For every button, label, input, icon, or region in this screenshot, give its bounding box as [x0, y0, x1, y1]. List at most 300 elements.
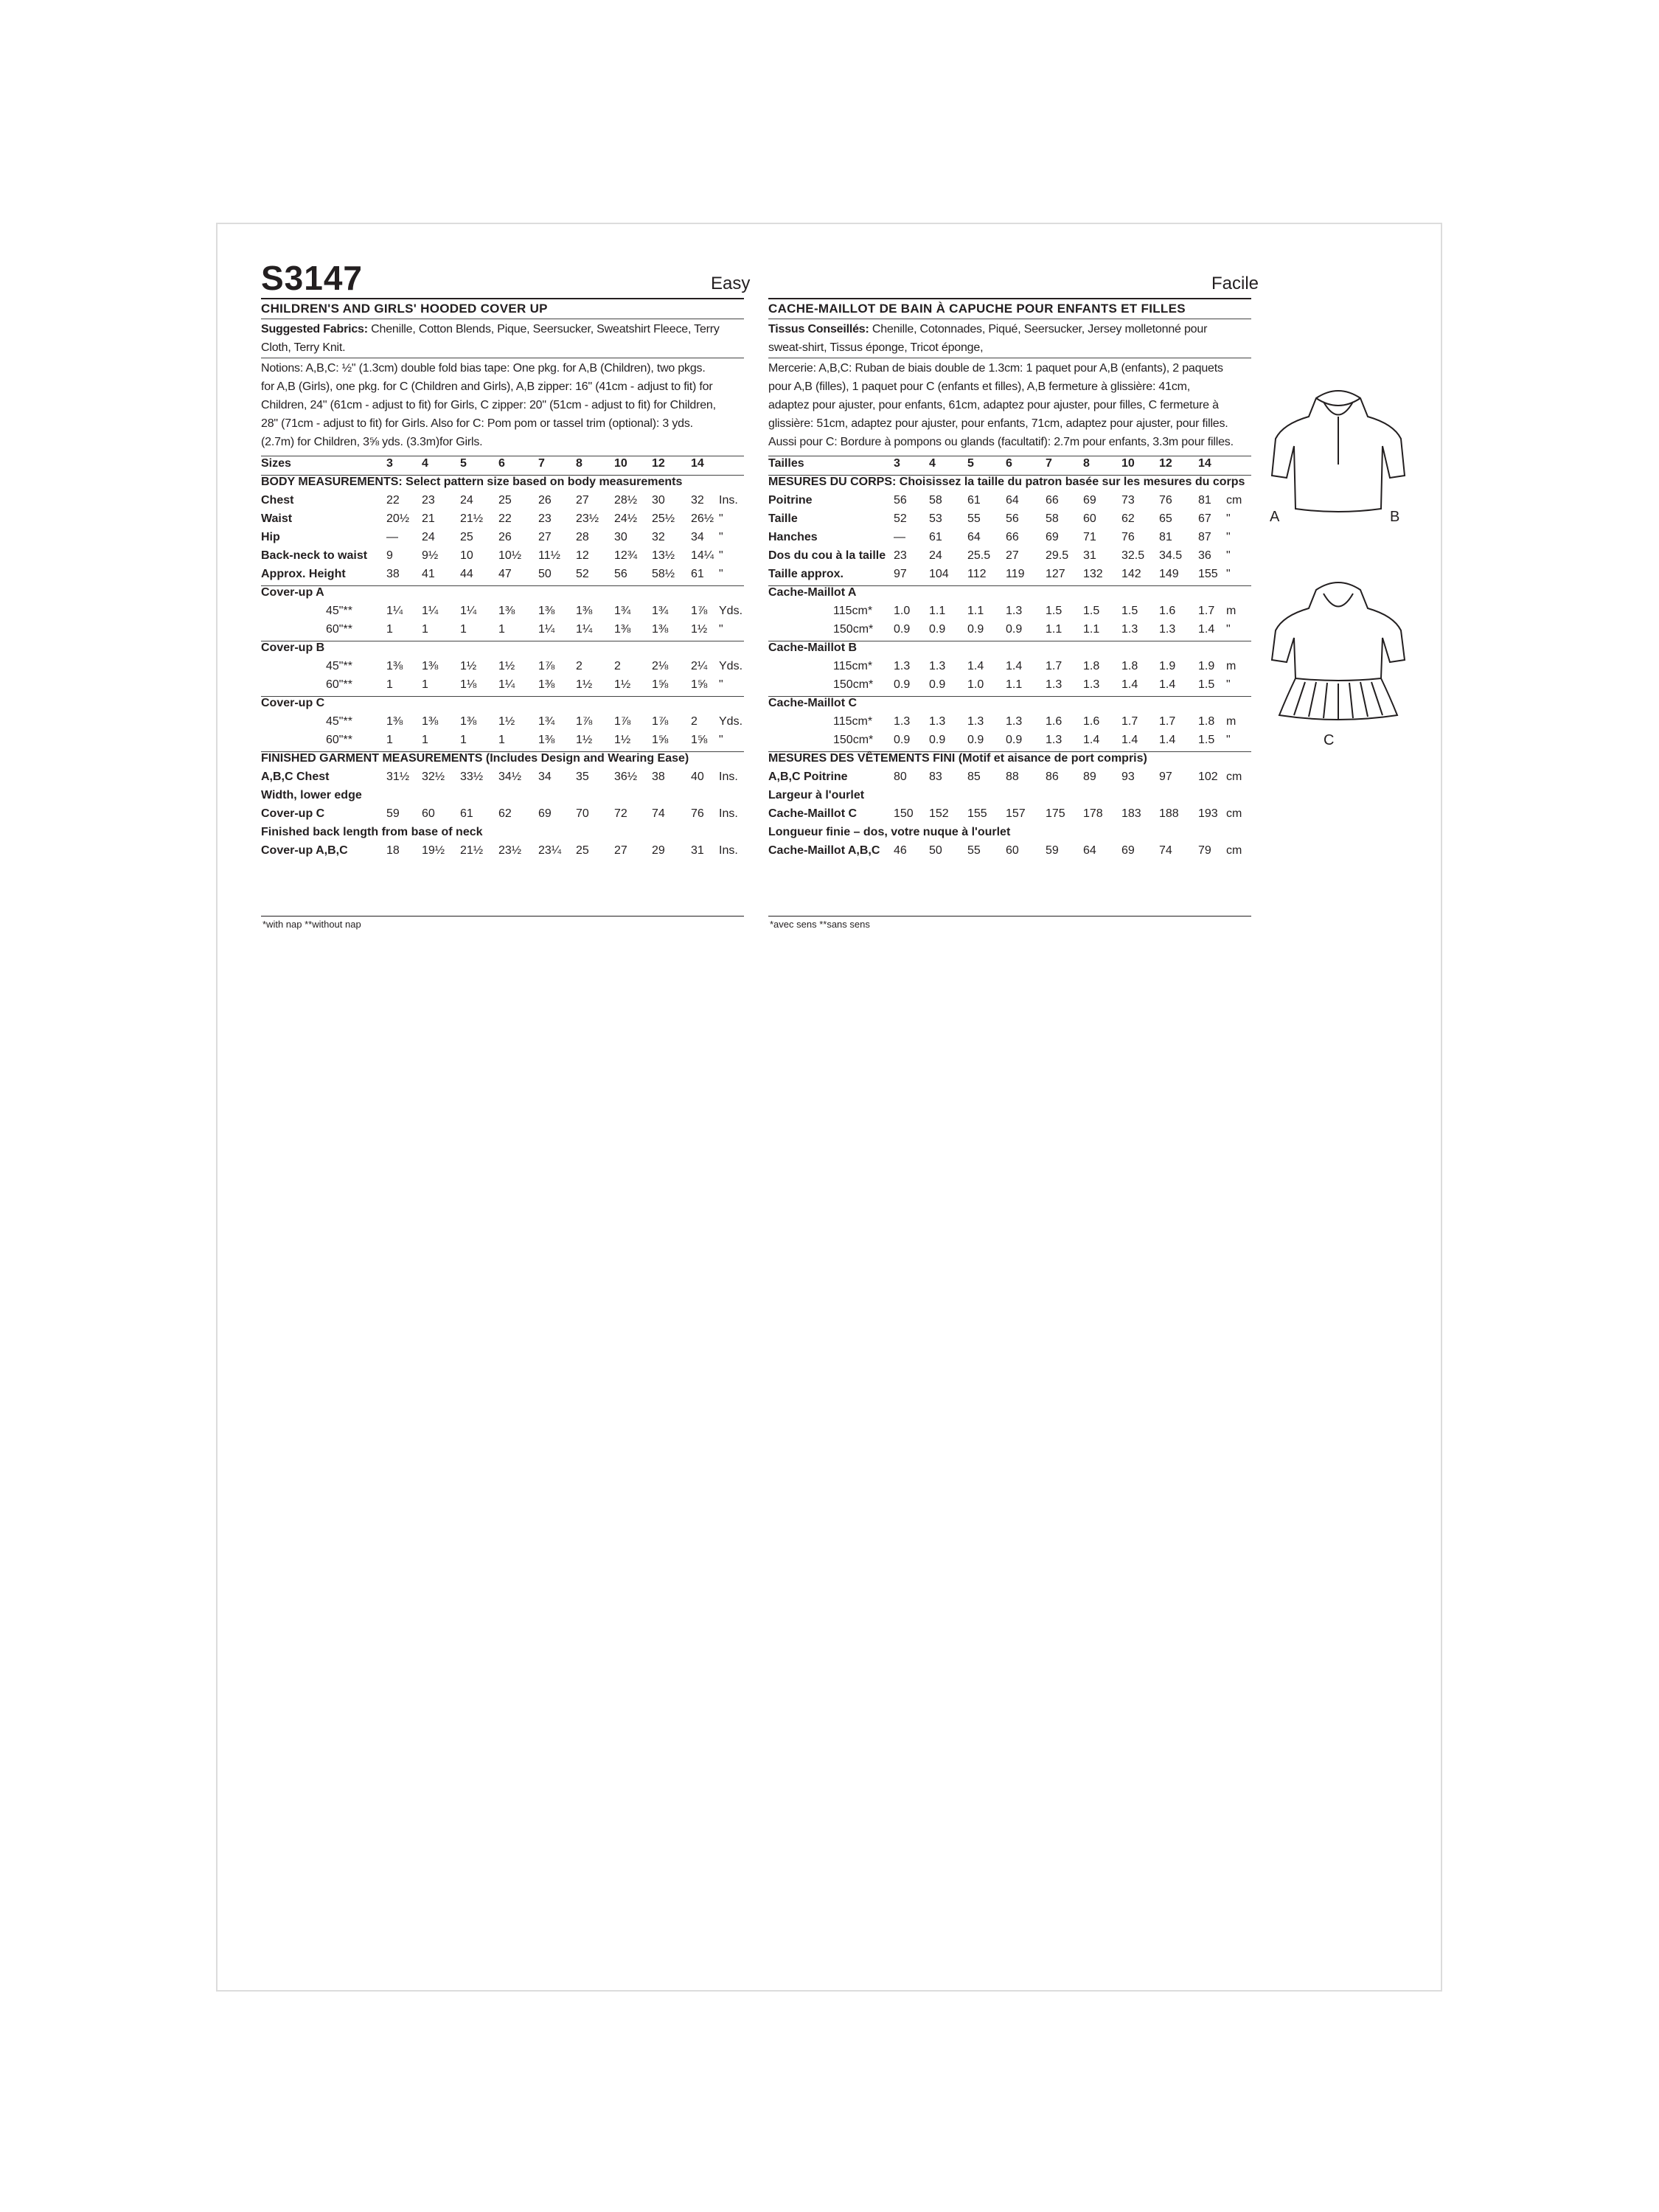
table-cell: 83	[929, 771, 942, 783]
table-cell: 0.9	[894, 678, 911, 691]
row-label: Back-neck to waist	[261, 549, 368, 562]
notions-line: for A,B (Girls), one pkg. for C (Children and Girls), A,B zipper: 16" (41cm - adjust to fit) for	[261, 380, 713, 393]
table-cell: 61	[967, 494, 981, 507]
size-header: 12	[1159, 457, 1172, 470]
table-cell: 1.1	[967, 605, 984, 617]
divider	[261, 916, 744, 917]
table-cell: 1¼	[538, 623, 555, 636]
table-cell: 1⅝	[691, 678, 708, 691]
table-cell: 1⅜	[498, 605, 515, 617]
table-cell: 19½	[422, 844, 445, 857]
table-cell: 0.9	[1006, 734, 1023, 746]
fabrics-label: Tissus Conseillés:	[768, 323, 869, 335]
row-label: A,B,C Poitrine	[768, 771, 848, 783]
table-row	[261, 771, 744, 789]
difficulty-rating-en: Easy	[711, 274, 751, 293]
row-label: Cover-up C	[261, 807, 325, 820]
unit-label: Yds.	[719, 605, 743, 617]
table-cell: 61	[460, 807, 473, 820]
table-cell: 183	[1121, 807, 1141, 820]
unit-label: "	[719, 568, 723, 580]
table-cell: 1½	[498, 660, 515, 672]
table-cell: 76	[1159, 494, 1172, 507]
table-cell: 1.6	[1083, 715, 1100, 728]
divider	[768, 298, 1251, 299]
row-label: Longueur finie – dos, votre nuque à l'ourlet	[768, 826, 1011, 838]
unit-label: cm	[1226, 494, 1242, 507]
table-cell: 29.5	[1046, 549, 1069, 562]
table-cell: 1⅛	[460, 678, 477, 691]
table-cell: 66	[1046, 494, 1059, 507]
table-cell: 52	[894, 512, 907, 525]
table-cell: 1.4	[1198, 623, 1215, 636]
size-header: 4	[422, 457, 428, 470]
garment-a-b-illustration	[1265, 383, 1412, 516]
table-cell: 1½	[576, 734, 593, 746]
unit-label: Yds.	[719, 660, 743, 672]
table-cell: 41	[422, 568, 435, 580]
table-cell: 1⅞	[576, 715, 593, 728]
table-row	[261, 678, 744, 697]
unit-label: Ins.	[719, 494, 738, 507]
table-cell: 1.7	[1198, 605, 1215, 617]
unit-label: cm	[1226, 807, 1242, 820]
fabrics-fr	[768, 320, 1255, 357]
table-cell: 1¾	[652, 605, 669, 617]
table-cell: 1.3	[1006, 605, 1023, 617]
table-cell: 64	[1006, 494, 1019, 507]
row-label: Poitrine	[768, 494, 813, 507]
fabric-width: 115cm*	[833, 605, 873, 617]
table-cell: 44	[460, 568, 473, 580]
unit-label: cm	[1226, 771, 1242, 783]
table-cell: 25	[498, 494, 512, 507]
table-cell: 58	[929, 494, 942, 507]
table-cell: 24	[422, 531, 435, 543]
table-row	[768, 734, 1251, 752]
table-cell: 25	[460, 531, 473, 543]
table-cell: 142	[1121, 568, 1141, 580]
table-row	[261, 568, 744, 586]
table-cell: 2¼	[691, 660, 708, 672]
table-cell: 1.3	[967, 715, 984, 728]
table-cell: 34½	[498, 771, 522, 783]
size-header: 8	[576, 457, 582, 470]
unit-label: cm	[1226, 844, 1242, 857]
table-cell: 1	[422, 734, 428, 746]
table-row	[768, 844, 1251, 863]
divider	[261, 298, 744, 299]
size-header: 14	[1198, 457, 1211, 470]
view-label-b: B	[1390, 509, 1400, 525]
size-header: 6	[1006, 457, 1012, 470]
unit-label: "	[1226, 531, 1231, 543]
table-cell: 56	[894, 494, 907, 507]
fabric-width: 150cm*	[833, 734, 874, 746]
fabric-width: 60"**	[326, 678, 352, 691]
table-cell: 18	[386, 844, 400, 857]
table-cell: 1⅝	[652, 678, 669, 691]
yardage-view-label: Cover-up B	[261, 641, 325, 654]
yardage-view-label: Cover-up A	[261, 586, 324, 599]
table-cell: 55	[967, 844, 981, 857]
table-cell: 1⅜	[386, 660, 403, 672]
table-cell: 59	[1046, 844, 1059, 857]
table-cell: 1.0	[894, 605, 911, 617]
table-cell: 89	[1083, 771, 1096, 783]
body-measurements-heading: MESURES DU CORPS: Choisissez la taille du patron basée sur les mesures du corps	[768, 476, 1245, 488]
table-cell: 66	[1006, 531, 1019, 543]
table-cell: 22	[498, 512, 512, 525]
table-cell: 52	[576, 568, 589, 580]
size-header: 10	[614, 457, 627, 470]
unit-label: Yds.	[719, 715, 743, 728]
fabric-width: 60"**	[326, 734, 352, 746]
row-label: Cache-Maillot A,B,C	[768, 844, 880, 857]
table-cell: 28	[576, 531, 589, 543]
table-cell: 2	[576, 660, 582, 672]
table-cell: 1⅜	[422, 660, 439, 672]
table-cell: 1.6	[1046, 715, 1062, 728]
table-cell: 88	[1006, 771, 1019, 783]
table-cell: 1.5	[1083, 605, 1100, 617]
table-cell: 62	[498, 807, 512, 820]
finished-measurements-heading: MESURES DES VÊTEMENTS FINI (Motif et aisance de port compris)	[768, 752, 1147, 765]
table-cell: 1.8	[1121, 660, 1138, 672]
table-cell: 58½	[652, 568, 675, 580]
table-cell: 26	[498, 531, 512, 543]
table-cell: 1¾	[614, 605, 631, 617]
sizes-row	[261, 457, 744, 476]
table-cell: 155	[1198, 568, 1218, 580]
table-cell: 64	[967, 531, 981, 543]
table-cell: —	[894, 531, 905, 543]
table-cell: 1⅝	[652, 734, 669, 746]
table-cell: 30	[652, 494, 665, 507]
table-cell: —	[386, 531, 398, 543]
table-cell: 23	[422, 494, 435, 507]
table-cell: 72	[614, 807, 627, 820]
size-header: 3	[386, 457, 393, 470]
body-measurements-heading: BODY MEASUREMENTS: Select pattern size based on body measurements	[261, 476, 683, 488]
table-cell: 32.5	[1121, 549, 1145, 562]
table-cell: 1⅜	[576, 605, 593, 617]
table-cell: 1.3	[1121, 623, 1138, 636]
table-cell: 50	[538, 568, 552, 580]
table-cell: 40	[691, 771, 704, 783]
table-cell: 38	[386, 568, 400, 580]
table-cell: 10	[460, 549, 473, 562]
unit-label: m	[1226, 715, 1237, 728]
fabric-width: 150cm*	[833, 623, 874, 636]
table-cell: 0.9	[929, 678, 946, 691]
table-row	[768, 789, 1251, 807]
fabric-width: 45"**	[326, 605, 352, 617]
divider	[261, 585, 744, 586]
table-cell: 2	[691, 715, 698, 728]
table-row	[261, 789, 744, 807]
table-cell: 175	[1046, 807, 1065, 820]
table-cell: 60	[1006, 844, 1019, 857]
table-cell: 69	[1046, 531, 1059, 543]
table-cell: 74	[1159, 844, 1172, 857]
size-header: 8	[1083, 457, 1090, 470]
row-label: Width, lower edge	[261, 789, 362, 801]
table-cell: 127	[1046, 568, 1065, 580]
size-header: 14	[691, 457, 704, 470]
table-cell: 31½	[386, 771, 410, 783]
table-cell: 32	[652, 531, 665, 543]
notions-line: Notions: A,B,C: ½" (1.3cm) double fold bias tape: One pkg. for A,B (Children), two pkgs.	[261, 362, 706, 375]
table-cell: 11½	[538, 549, 560, 562]
table-cell: 1⅜	[386, 715, 403, 728]
table-row	[261, 605, 744, 623]
unit-label: "	[1226, 678, 1231, 691]
table-row	[768, 807, 1251, 826]
table-cell: 26½	[691, 512, 714, 525]
unit-label: Ins.	[719, 771, 738, 783]
table-cell: 22	[386, 494, 400, 507]
table-cell: 1.8	[1198, 715, 1215, 728]
table-cell: 0.9	[894, 623, 911, 636]
table-cell: 85	[967, 771, 981, 783]
title-en: CHILDREN'S AND GIRLS' HOODED COVER UP	[261, 302, 548, 316]
table-cell: 1.3	[1006, 715, 1023, 728]
table-cell: 60	[1083, 512, 1096, 525]
table-cell: 1¼	[576, 623, 593, 636]
table-row	[261, 549, 744, 568]
sizes-label: Sizes	[261, 457, 291, 470]
size-header: 6	[498, 457, 505, 470]
unit-label: "	[1226, 623, 1231, 636]
table-cell: 34.5	[1159, 549, 1183, 562]
table-cell: 24	[929, 549, 942, 562]
row-label: Waist	[261, 512, 293, 525]
table-cell: 31	[691, 844, 704, 857]
size-header: 5	[460, 457, 467, 470]
table-cell: 61	[691, 568, 704, 580]
table-cell: 1.7	[1046, 660, 1062, 672]
table-cell: 97	[1159, 771, 1172, 783]
table-cell: 0.9	[967, 623, 984, 636]
table-cell: 1½	[614, 678, 631, 691]
table-cell: 23½	[576, 512, 599, 525]
table-cell: 0.9	[967, 734, 984, 746]
table-cell: 1.8	[1083, 660, 1100, 672]
table-cell: 74	[652, 807, 665, 820]
table-cell: 188	[1159, 807, 1179, 820]
size-header: 3	[894, 457, 900, 470]
table-cell: 21½	[460, 844, 484, 857]
table-cell: 9	[386, 549, 393, 562]
fabric-width: 60"**	[326, 623, 352, 636]
table-cell: 1½	[576, 678, 593, 691]
size-header: 10	[1121, 457, 1135, 470]
table-row	[768, 549, 1251, 568]
sizes-row	[768, 457, 1251, 476]
table-row	[768, 826, 1251, 844]
row-label: Cover-up A,B,C	[261, 844, 348, 857]
row-label: Approx. Height	[261, 568, 346, 580]
fabrics-text: Chenille, Cotonnades, Piqué, Seersucker, Jersey molletonné pour	[869, 323, 1208, 335]
table-cell: 1	[498, 623, 505, 636]
table-cell: 1½	[691, 623, 708, 636]
table-cell: 1.5	[1121, 605, 1138, 617]
unit-label: "	[1226, 512, 1231, 525]
table-cell: 14¼	[691, 549, 714, 562]
table-cell: 81	[1159, 531, 1172, 543]
table-cell: 1.5	[1198, 734, 1215, 746]
table-cell: 32	[691, 494, 704, 507]
table-cell: 23¼	[538, 844, 562, 857]
unit-label: "	[1226, 549, 1231, 562]
table-cell: 53	[929, 512, 942, 525]
table-cell: 1⅜	[538, 678, 555, 691]
notions-line: glissière: 51cm, adaptez pour ajuster, pour enfants, 71cm, adaptez pour ajuster, pour filles.	[768, 417, 1228, 430]
table-cell: 65	[1159, 512, 1172, 525]
table-cell: 38	[652, 771, 665, 783]
title-fr: CACHE-MAILLOT DE BAIN À CAPUCHE POUR ENFANTS ET FILLES	[768, 302, 1186, 316]
table-cell: 1	[460, 734, 467, 746]
fabric-width: 115cm*	[833, 715, 873, 728]
notions-en	[261, 359, 755, 451]
table-cell: 36½	[614, 771, 638, 783]
table-row	[768, 605, 1251, 623]
table-cell: 1.4	[1121, 678, 1138, 691]
table-cell: 12¾	[614, 549, 638, 562]
table-row	[261, 512, 744, 531]
table-row	[768, 494, 1251, 512]
table-cell: 2⅛	[652, 660, 669, 672]
table-cell: 35	[576, 771, 589, 783]
table-cell: 29	[652, 844, 665, 857]
table-cell: 79	[1198, 844, 1211, 857]
table-row	[261, 826, 744, 844]
table-cell: 58	[1046, 512, 1059, 525]
unit-label: m	[1226, 605, 1237, 617]
table-cell: 1.3	[929, 660, 946, 672]
table-cell: 62	[1121, 512, 1135, 525]
table-row	[261, 734, 744, 752]
table-cell: 1.7	[1159, 715, 1176, 728]
table-cell: 1.3	[929, 715, 946, 728]
table-cell: 73	[1121, 494, 1135, 507]
fabric-width: 45"**	[326, 715, 352, 728]
table-row	[261, 660, 744, 678]
table-cell: 9½	[422, 549, 439, 562]
difficulty-rating-fr: Facile	[1211, 274, 1259, 293]
size-header: 7	[1046, 457, 1052, 470]
table-cell: 32½	[422, 771, 445, 783]
table-cell: 71	[1083, 531, 1096, 543]
table-cell: 0.9	[929, 623, 946, 636]
table-cell: 1.3	[1159, 623, 1176, 636]
unit-label: Ins.	[719, 844, 738, 857]
table-cell: 1	[422, 678, 428, 691]
table-cell: 1⅜	[652, 623, 669, 636]
table-cell: 1½	[498, 715, 515, 728]
table-cell: 59	[386, 807, 400, 820]
table-cell: 2	[614, 660, 621, 672]
table-cell: 1⅝	[691, 734, 708, 746]
table-cell: 1.7	[1121, 715, 1138, 728]
table-cell: 23	[894, 549, 907, 562]
table-cell: 20½	[386, 512, 410, 525]
table-cell: 1.4	[967, 660, 984, 672]
table-row	[768, 531, 1251, 549]
row-label: Cache-Maillot C	[768, 807, 858, 820]
table-cell: 1.4	[1159, 734, 1176, 746]
table-cell: 67	[1198, 512, 1211, 525]
unit-label: "	[1226, 734, 1231, 746]
notions-fr	[768, 359, 1262, 451]
view-label-c: C	[1324, 732, 1335, 748]
table-cell: 1¼	[498, 678, 515, 691]
table-cell: 1.1	[1046, 623, 1062, 636]
size-header: 5	[967, 457, 974, 470]
table-cell: 1.9	[1198, 660, 1215, 672]
table-cell: 1.4	[1006, 660, 1023, 672]
table-cell: 1½	[460, 660, 477, 672]
table-cell: 33½	[460, 771, 484, 783]
row-label: Dos du cou à la taille	[768, 549, 886, 562]
fabrics-text: sweat-shirt, Tissus éponge, Tricot éponge,	[768, 341, 984, 354]
table-cell: 152	[929, 807, 949, 820]
table-cell: 30	[614, 531, 627, 543]
table-row	[261, 531, 744, 549]
table-cell: 55	[967, 512, 981, 525]
sizes-label: Tailles	[768, 457, 804, 470]
table-cell: 25	[576, 844, 589, 857]
table-cell: 178	[1083, 807, 1103, 820]
notions-line: Aussi pour C: Bordure à pompons ou glands (facultatif): 2.7m pour enfants, 3.3m pour filles.	[768, 436, 1234, 448]
table-cell: 1.3	[1046, 678, 1062, 691]
table-cell: 1	[386, 623, 393, 636]
notions-line: (2.7m) for Children, 3⅝ yds. (3.3m)for Girls.	[261, 436, 483, 448]
table-cell: 1.1	[1083, 623, 1100, 636]
size-header: 12	[652, 457, 665, 470]
table-cell: 1¼	[460, 605, 477, 617]
table-cell: 1	[386, 734, 393, 746]
footnote-fr: *avec sens **sans sens	[770, 919, 870, 930]
table-cell: 1⅞	[614, 715, 631, 728]
table-cell: 1	[422, 623, 428, 636]
table-cell: 26	[538, 494, 552, 507]
table-cell: 23½	[498, 844, 522, 857]
table-cell: 1.1	[1006, 678, 1023, 691]
row-label: Finished back length from base of neck	[261, 826, 483, 838]
table-cell: 31	[1083, 549, 1096, 562]
table-cell: 1	[498, 734, 505, 746]
table-cell: 47	[498, 568, 512, 580]
table-cell: 1.4	[1121, 734, 1138, 746]
garment-c-illustration	[1265, 575, 1412, 723]
table-cell: 1⅞	[652, 715, 669, 728]
yardage-view-label: Cache-Maillot B	[768, 641, 858, 654]
table-cell: 1⅜	[614, 623, 631, 636]
table-cell: 70	[576, 807, 589, 820]
unit-label: "	[719, 678, 723, 691]
table-cell: 1.3	[894, 715, 911, 728]
notions-line: adaptez pour ajuster, pour enfants, 61cm, adaptez pour ajuster, pour filles, C fermeture à	[768, 399, 1219, 411]
row-label: Chest	[261, 494, 294, 507]
row-label: Largeur à l'ourlet	[768, 789, 865, 801]
table-row	[261, 623, 744, 641]
table-cell: 155	[967, 807, 987, 820]
table-row	[768, 568, 1251, 586]
table-cell: 1½	[614, 734, 631, 746]
table-cell: 13½	[652, 549, 675, 562]
